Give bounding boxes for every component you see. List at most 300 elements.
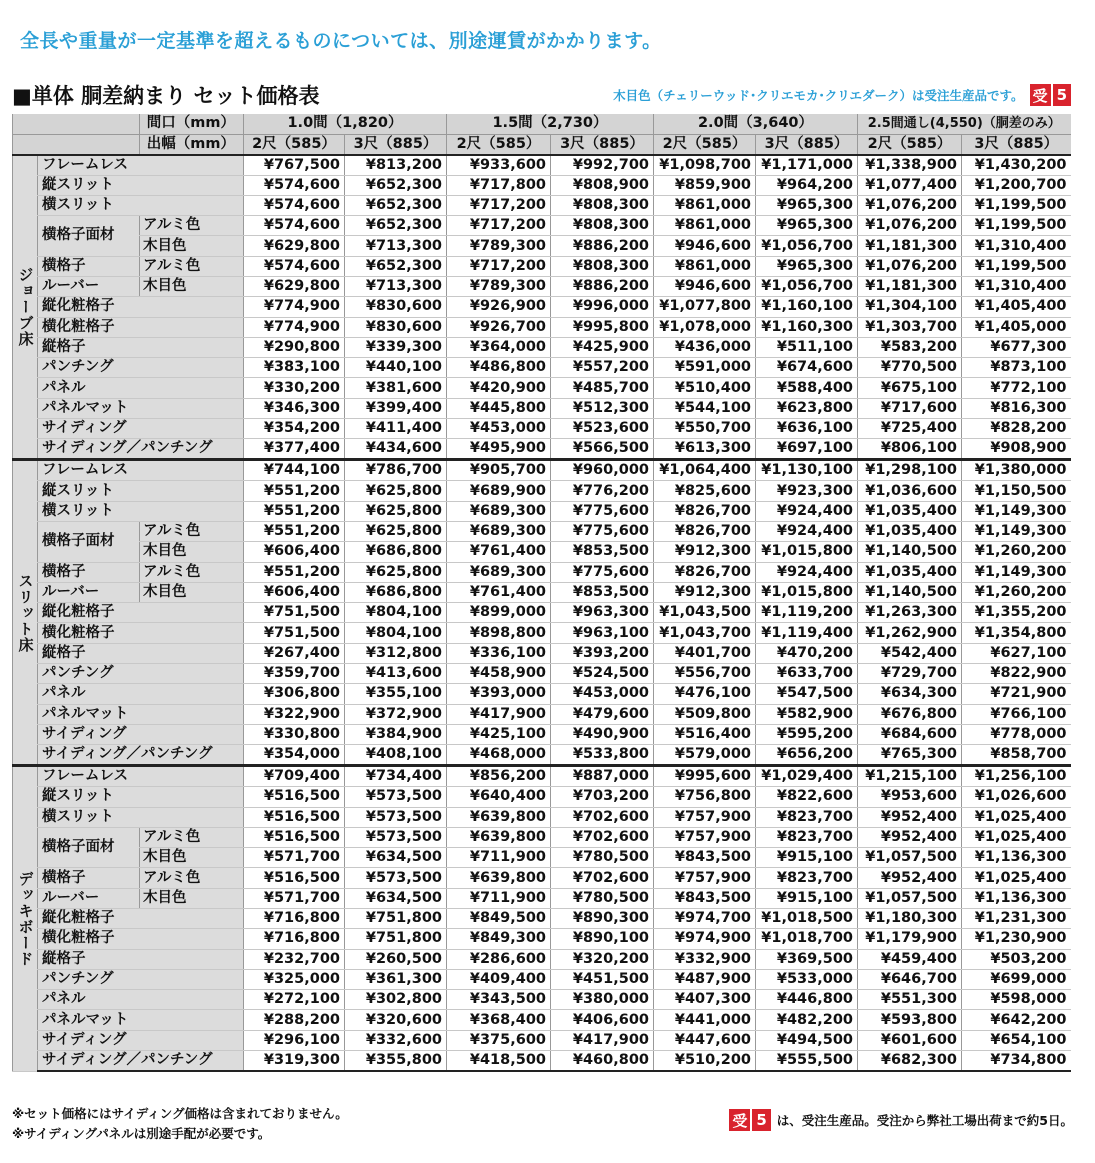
table-row [13, 724, 1071, 744]
price-cell: ¥425,100 [447, 724, 551, 744]
table-row [13, 807, 1071, 827]
price-cell: ¥623,800 [756, 398, 858, 418]
row-label: フレームレス [38, 766, 244, 787]
price-cell: ¥1,018,700 [756, 929, 858, 949]
row-sublabel: アルミ色 [140, 562, 244, 582]
price-cell: ¥377,400 [244, 439, 345, 460]
price-cell: ¥734,800 [962, 1051, 1071, 1072]
price-cell: ¥574,600 [244, 195, 345, 215]
price-cell: ¥468,000 [447, 745, 551, 766]
price-cell: ¥393,000 [447, 684, 551, 704]
price-cell: ¥1,231,300 [962, 909, 1071, 929]
price-cell: ¥721,900 [962, 684, 1071, 704]
price-cell: ¥965,300 [756, 195, 858, 215]
price-cell: ¥1,430,200 [962, 155, 1071, 176]
header-blank [13, 114, 140, 134]
price-cell: ¥1,098,700 [654, 155, 756, 176]
price-cell: ¥642,200 [962, 1010, 1071, 1030]
price-cell: ¥381,600 [345, 378, 447, 398]
price-cell: ¥995,600 [654, 766, 756, 787]
price-cell: ¥734,400 [345, 766, 447, 787]
price-cell: ¥533,800 [551, 745, 654, 766]
price-cell: ¥923,300 [756, 481, 858, 501]
price-cell: ¥339,300 [345, 337, 447, 357]
price-cell: ¥1,160,300 [756, 317, 858, 337]
row-label: サイディング／パンチング [38, 745, 244, 766]
price-cell: ¥830,600 [345, 297, 447, 317]
price-cell: ¥1,310,400 [962, 276, 1071, 296]
price-cell: ¥551,200 [244, 521, 345, 541]
price-cell: ¥808,300 [551, 256, 654, 276]
price-cell: ¥1,338,900 [858, 155, 962, 176]
price-cell: ¥899,000 [447, 603, 551, 623]
price-cell: ¥574,600 [244, 216, 345, 236]
table-row [13, 521, 1071, 541]
price-cell: ¥1,119,200 [756, 603, 858, 623]
price-cell: ¥1,077,800 [654, 297, 756, 317]
table-row [13, 704, 1071, 724]
price-cell: ¥425,900 [551, 337, 654, 357]
price-cell: ¥1,076,200 [858, 195, 962, 215]
price-cell: ¥686,800 [345, 582, 447, 602]
row-sublabel: アルミ色 [140, 868, 244, 888]
row-label: パンチング [38, 664, 244, 684]
table-row [13, 562, 1071, 582]
row-label: サイディング／パンチング [38, 1051, 244, 1072]
price-cell: ¥849,500 [447, 909, 551, 929]
price-cell: ¥652,300 [345, 256, 447, 276]
price-cell: ¥332,600 [345, 1030, 447, 1050]
price-cell: ¥413,600 [345, 664, 447, 684]
table-row [13, 317, 1071, 337]
price-cell: ¥533,000 [756, 969, 858, 989]
price-cell: ¥751,500 [244, 603, 345, 623]
table-row [13, 175, 1071, 195]
price-cell: ¥826,700 [654, 501, 756, 521]
price-cell: ¥634,500 [345, 888, 447, 908]
price-cell: ¥408,100 [345, 745, 447, 766]
price-cell: ¥858,700 [962, 745, 1071, 766]
price-cell: ¥516,500 [244, 807, 345, 827]
price-cell: ¥1,136,300 [962, 888, 1071, 908]
row-label: 横スリット [38, 195, 244, 215]
table-row [13, 542, 1071, 562]
price-cell: ¥828,200 [962, 419, 1071, 439]
price-cell: ¥861,000 [654, 195, 756, 215]
price-cell: ¥312,800 [345, 643, 447, 663]
price-cell: ¥652,300 [345, 175, 447, 195]
price-cell: ¥1,064,400 [654, 460, 756, 481]
price-cell: ¥634,500 [345, 848, 447, 868]
section-label: ジョーブ床 [13, 155, 38, 460]
price-cell: ¥523,600 [551, 419, 654, 439]
price-cell: ¥436,000 [654, 337, 756, 357]
table-row [13, 990, 1071, 1010]
price-cell: ¥761,400 [447, 542, 551, 562]
price-cell: ¥566,500 [551, 439, 654, 460]
price-cell: ¥772,100 [962, 378, 1071, 398]
price-cell: ¥789,300 [447, 236, 551, 256]
price-cell: ¥1,035,400 [858, 501, 962, 521]
price-cell: ¥434,600 [345, 439, 447, 460]
price-cell: ¥1,057,500 [858, 888, 962, 908]
price-cell: ¥964,200 [756, 175, 858, 195]
price-cell: ¥445,800 [447, 398, 551, 418]
price-cell: ¥453,000 [551, 684, 654, 704]
price-cell: ¥1,298,100 [858, 460, 962, 481]
price-cell: ¥1,405,000 [962, 317, 1071, 337]
price-cell: ¥1,077,400 [858, 175, 962, 195]
price-cell: ¥775,600 [551, 501, 654, 521]
price-cell: ¥780,500 [551, 848, 654, 868]
price-cell: ¥613,300 [654, 439, 756, 460]
price-cell: ¥912,300 [654, 542, 756, 562]
price-cell: ¥843,500 [654, 848, 756, 868]
made-to-order-note [613, 84, 1071, 106]
price-cell: ¥778,000 [962, 724, 1071, 744]
price-cell: ¥401,700 [654, 643, 756, 663]
price-cell: ¥717,200 [447, 195, 551, 215]
price-cell: ¥1,303,700 [858, 317, 962, 337]
price-cell: ¥573,500 [345, 787, 447, 807]
price-cell: ¥511,100 [756, 337, 858, 357]
price-cell: ¥364,000 [447, 337, 551, 357]
price-cell: ¥458,900 [447, 664, 551, 684]
row-label: パネルマット [38, 398, 244, 418]
price-cell: ¥453,000 [447, 419, 551, 439]
header-row-depth [13, 134, 1071, 155]
price-cell: ¥1,199,500 [962, 216, 1071, 236]
row-label: サイディング [38, 724, 244, 744]
price-cell: ¥974,700 [654, 909, 756, 929]
price-cell: ¥689,300 [447, 562, 551, 582]
price-cell: ¥272,100 [244, 990, 345, 1010]
price-cell: ¥486,800 [447, 358, 551, 378]
section-label: スリット床 [13, 460, 38, 766]
price-cell: ¥689,300 [447, 501, 551, 521]
price-cell: ¥873,100 [962, 358, 1071, 378]
row-label: ルーバー [38, 582, 140, 602]
price-cell: ¥711,900 [447, 848, 551, 868]
price-cell: ¥702,600 [551, 868, 654, 888]
price-cell: ¥1,119,400 [756, 623, 858, 643]
price-cell: ¥306,800 [244, 684, 345, 704]
header-col: 2尺（585） [447, 134, 551, 155]
price-cell: ¥302,800 [345, 990, 447, 1010]
price-cell: ¥640,400 [447, 787, 551, 807]
price-cell: ¥830,600 [345, 317, 447, 337]
price-cell: ¥974,900 [654, 929, 756, 949]
header-blank [13, 134, 140, 155]
header-depth-label: 出幅（mm） [140, 134, 244, 155]
price-cell: ¥775,600 [551, 521, 654, 541]
price-cell: ¥319,300 [244, 1051, 345, 1072]
header-col: 2尺（585） [654, 134, 756, 155]
price-cell: ¥470,200 [756, 643, 858, 663]
price-cell: ¥861,000 [654, 216, 756, 236]
price-cell: ¥770,500 [858, 358, 962, 378]
price-cell: ¥524,500 [551, 664, 654, 684]
price-cell: ¥267,400 [244, 643, 345, 663]
price-cell: ¥460,800 [551, 1051, 654, 1072]
price-cell: ¥286,600 [447, 949, 551, 969]
price-cell: ¥573,500 [345, 868, 447, 888]
price-cell: ¥953,600 [858, 787, 962, 807]
price-cell: ¥1,025,400 [962, 868, 1071, 888]
price-cell: ¥711,900 [447, 888, 551, 908]
price-cell: ¥924,400 [756, 501, 858, 521]
price-cell: ¥757,900 [654, 868, 756, 888]
price-cell: ¥1,136,300 [962, 848, 1071, 868]
row-label: サイディング [38, 1030, 244, 1050]
row-label: フレームレス [38, 155, 244, 176]
price-cell: ¥952,400 [858, 827, 962, 847]
price-cell: ¥1,015,800 [756, 582, 858, 602]
price-cell: ¥898,800 [447, 623, 551, 643]
price-cell: ¥926,700 [447, 317, 551, 337]
price-cell: ¥417,900 [551, 1030, 654, 1050]
row-sublabel: 木目色 [140, 276, 244, 296]
price-cell: ¥551,300 [858, 990, 962, 1010]
price-cell: ¥1,015,800 [756, 542, 858, 562]
price-cell: ¥946,600 [654, 236, 756, 256]
table-row [13, 501, 1071, 521]
price-cell: ¥582,900 [756, 704, 858, 724]
price-cell: ¥1,181,300 [858, 236, 962, 256]
price-cell: ¥926,900 [447, 297, 551, 317]
price-cell: ¥296,100 [244, 1030, 345, 1050]
table-row [13, 276, 1071, 296]
price-cell: ¥717,600 [858, 398, 962, 418]
price-cell: ¥1,149,300 [962, 562, 1071, 582]
table-row [13, 949, 1071, 969]
header-col: 3尺（885） [962, 134, 1071, 155]
price-cell: ¥709,400 [244, 766, 345, 787]
row-label: 縦化粧格子 [38, 297, 244, 317]
price-cell: ¥384,900 [345, 724, 447, 744]
price-cell: ¥703,200 [551, 787, 654, 807]
price-cell: ¥924,400 [756, 521, 858, 541]
price-cell: ¥1,076,200 [858, 256, 962, 276]
price-cell: ¥1,179,900 [858, 929, 962, 949]
price-cell: ¥595,200 [756, 724, 858, 744]
price-cell: ¥368,400 [447, 1010, 551, 1030]
price-cell: ¥1,181,300 [858, 276, 962, 296]
price-cell: ¥601,600 [858, 1030, 962, 1050]
price-cell: ¥1,215,100 [858, 766, 962, 787]
price-cell: ¥320,600 [345, 1010, 447, 1030]
made-to-order-badge [729, 1109, 770, 1131]
price-cell: ¥890,100 [551, 929, 654, 949]
price-cell: ¥697,100 [756, 439, 858, 460]
price-cell: ¥776,200 [551, 481, 654, 501]
row-label: 縦格子 [38, 337, 244, 357]
price-cell: ¥995,800 [551, 317, 654, 337]
price-cell: ¥765,300 [858, 745, 962, 766]
price-cell: ¥686,800 [345, 542, 447, 562]
price-cell: ¥503,200 [962, 949, 1071, 969]
price-cell: ¥676,800 [858, 704, 962, 724]
table-row [13, 745, 1071, 766]
price-cell: ¥702,600 [551, 807, 654, 827]
header-col: 2尺（585） [244, 134, 345, 155]
header-group-4: 2.5間通し(4,550)（胴差のみ） [858, 114, 1071, 134]
price-cell: ¥992,700 [551, 155, 654, 176]
price-cell: ¥627,100 [962, 643, 1071, 663]
row-label: 縦格子 [38, 643, 244, 663]
price-cell: ¥1,199,500 [962, 256, 1071, 276]
price-cell: ¥1,035,400 [858, 562, 962, 582]
price-cell: ¥440,100 [345, 358, 447, 378]
price-cell: ¥372,900 [345, 704, 447, 724]
header-group-3: 2.0間（3,640） [654, 114, 858, 134]
price-cell: ¥510,200 [654, 1051, 756, 1072]
price-cell: ¥574,600 [244, 175, 345, 195]
price-cell: ¥1,043,500 [654, 603, 756, 623]
price-cell: ¥393,200 [551, 643, 654, 663]
header-group-2: 1.5間（2,730） [447, 114, 654, 134]
row-sublabel: アルミ色 [140, 521, 244, 541]
price-cell: ¥482,200 [756, 1010, 858, 1030]
price-cell: ¥1,149,300 [962, 501, 1071, 521]
price-cell: ¥509,800 [654, 704, 756, 724]
price-cell: ¥646,700 [858, 969, 962, 989]
price-cell: ¥547,500 [756, 684, 858, 704]
price-cell: ¥406,600 [551, 1010, 654, 1030]
row-label: 縦化粧格子 [38, 909, 244, 929]
price-cell: ¥744,100 [244, 460, 345, 481]
price-cell: ¥325,000 [244, 969, 345, 989]
price-cell: ¥823,700 [756, 868, 858, 888]
price-cell: ¥625,800 [345, 562, 447, 582]
price-cell: ¥1,026,600 [962, 787, 1071, 807]
price-cell: ¥780,500 [551, 888, 654, 908]
price-cell: ¥380,000 [551, 990, 654, 1010]
row-label: 横格子 [38, 562, 140, 582]
header-col: 3尺（885） [551, 134, 654, 155]
price-cell: ¥933,600 [447, 155, 551, 176]
row-label: 縦スリット [38, 175, 244, 195]
price-cell: ¥606,400 [244, 542, 345, 562]
row-label: 縦スリット [38, 481, 244, 501]
price-cell: ¥625,800 [345, 501, 447, 521]
row-sublabel: 木目色 [140, 582, 244, 602]
badge-char: 受 [729, 1109, 750, 1131]
row-label: 横格子 [38, 868, 140, 888]
price-cell: ¥330,800 [244, 724, 345, 744]
price-cell: ¥574,600 [244, 256, 345, 276]
price-cell: ¥908,900 [962, 439, 1071, 460]
price-cell: ¥591,000 [654, 358, 756, 378]
price-cell: ¥485,700 [551, 378, 654, 398]
table-row [13, 155, 1071, 176]
price-cell: ¥652,300 [345, 195, 447, 215]
price-cell: ¥573,500 [345, 807, 447, 827]
price-cell: ¥1,263,300 [858, 603, 962, 623]
price-cell: ¥952,400 [858, 807, 962, 827]
price-cell: ¥1,078,000 [654, 317, 756, 337]
price-cell: ¥355,100 [345, 684, 447, 704]
table-row [13, 848, 1071, 868]
footnote-1: ※セット価格にはサイディング価格は含まれておりません。 [12, 1106, 348, 1121]
price-cell: ¥963,300 [551, 603, 654, 623]
price-cell: ¥407,300 [654, 990, 756, 1010]
price-cell: ¥495,900 [447, 439, 551, 460]
made-to-order-note-text: 木目色（チェリーウッド･クリエモカ･クリエダーク）は受注生産品です。 [613, 88, 1024, 103]
price-cell: ¥579,000 [654, 745, 756, 766]
price-cell: ¥859,900 [654, 175, 756, 195]
price-cell: ¥774,900 [244, 297, 345, 317]
table-row [13, 297, 1071, 317]
table-row [13, 1051, 1071, 1072]
price-cell: ¥890,300 [551, 909, 654, 929]
price-cell: ¥1,043,700 [654, 623, 756, 643]
price-cell: ¥822,600 [756, 787, 858, 807]
row-label: 横格子面材 [38, 827, 140, 868]
row-label: 横格子面材 [38, 521, 140, 562]
price-cell: ¥516,500 [244, 827, 345, 847]
row-label: 横スリット [38, 501, 244, 521]
row-label: 縦スリット [38, 787, 244, 807]
price-cell: ¥813,200 [345, 155, 447, 176]
price-cell: ¥853,500 [551, 542, 654, 562]
price-cell: ¥654,100 [962, 1030, 1071, 1050]
price-cell: ¥516,500 [244, 787, 345, 807]
footnote-made-to-order [729, 1109, 1073, 1131]
row-label: パネル [38, 684, 244, 704]
table-row [13, 398, 1071, 418]
price-cell: ¥487,900 [654, 969, 756, 989]
price-cell: ¥494,500 [756, 1030, 858, 1050]
price-cell: ¥965,300 [756, 216, 858, 236]
table-row [13, 929, 1071, 949]
price-cell: ¥751,800 [345, 909, 447, 929]
table-row [13, 969, 1071, 989]
row-label: 横格子 [38, 256, 140, 276]
price-cell: ¥639,800 [447, 807, 551, 827]
price-cell: ¥551,200 [244, 501, 345, 521]
price-cell: ¥542,400 [858, 643, 962, 663]
row-sublabel: 木目色 [140, 848, 244, 868]
price-cell: ¥766,100 [962, 704, 1071, 724]
header-col: 2尺（585） [858, 134, 962, 155]
price-cell: ¥634,300 [858, 684, 962, 704]
price-cell: ¥677,300 [962, 337, 1071, 357]
price-cell: ¥751,800 [345, 929, 447, 949]
price-cell: ¥656,200 [756, 745, 858, 766]
row-label: 横化粧格子 [38, 929, 244, 949]
price-cell: ¥1,140,500 [858, 582, 962, 602]
price-cell: ¥804,100 [345, 623, 447, 643]
price-cell: ¥826,700 [654, 521, 756, 541]
row-label: ルーバー [38, 276, 140, 296]
price-cell: ¥288,200 [244, 1010, 345, 1030]
price-cell: ¥332,900 [654, 949, 756, 969]
price-cell: ¥330,200 [244, 378, 345, 398]
price-cell: ¥346,300 [244, 398, 345, 418]
price-cell: ¥886,200 [551, 236, 654, 256]
price-cell: ¥1,140,500 [858, 542, 962, 562]
table-row [13, 664, 1071, 684]
table-row [13, 419, 1071, 439]
row-sublabel: アルミ色 [140, 827, 244, 847]
price-cell: ¥556,700 [654, 664, 756, 684]
price-cell: ¥946,600 [654, 276, 756, 296]
price-cell: ¥633,700 [756, 664, 858, 684]
price-table [12, 114, 1071, 1072]
price-cell: ¥336,100 [447, 643, 551, 663]
price-cell: ¥1,057,500 [858, 848, 962, 868]
